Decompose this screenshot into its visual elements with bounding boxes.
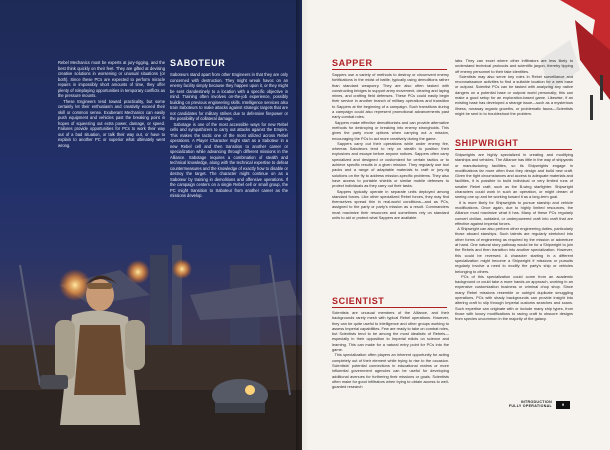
- left-page: [0, 0, 302, 450]
- scientist-paragraph-3: labs. They can excel where other infiltrators are less likely to understand technical protocols and scientific jargon, thereby tipping off enemy personnel to their fake identities.: [455, 58, 573, 74]
- shipwright-text: [455, 152, 573, 322]
- right-page: [302, 0, 610, 450]
- sapper-paragraph-2: Sappers make effective demolitionists and can provide alternative methods for destroying or breaking into enemy strongholds. This gives the party more options when carrying out a mission, encouraging the PCs to act more creatively during the game.: [332, 119, 449, 141]
- scientist-paragraph-4: Scientists may also serve key roles in Rebel surveillance and reconnaissance activities to find a suitable location for a new base or outpost. Scientist PCs can be tasked with analyzing any native dangers on a potential base or outpost world personally; this can make a good setup for an exploration-based game. Likewise, if an existing base has developed a strange issue—such as a mysterious illness, runaway organic growths, or problematic fauna—Scientists might be sent in to troubleshoot the problem.: [455, 73, 573, 116]
- saboteur-text: [170, 72, 288, 199]
- sapper-heading: SAPPER: [332, 58, 373, 68]
- scientist-paragraph-1: Scientists are unusual members of the Alliance, and their backgrounds rarely mesh with typical Rebel operations. However, they can be quite useful to intelligence and other groups working to assess Imperial capabilities. Few are ready to take on combat roles, but Scientists tend to be among the most idealistic of Rebels—especially in their opposition to Imperial edicts on science and learning. This can make for a natural entry point for PCs into the game.: [332, 310, 449, 353]
- shipwright-paragraph-4: PCs of this specialization could come from an academic background or could take a more hands-on approach, working in an expensive customization business or criminal chop shop. Since many Rebel missions resemble or outright duplicate smuggling operations, PCs with shady backgrounds can provide insight into altering craft to slip through Imperial customs searches and scans. Such expertise can originate with or include many ship types, from those with luxury modifications to racing craft to obscure designs from species uncommon in the majority of the galaxy.: [455, 273, 573, 322]
- sapper-paragraph-1: Sappers use a variety of methods to destroy or circumvent enemy fortifications in the midst of battle, typically using demolitions rather than standard weaponry. They are also often tasked with constructing bridges to support army movement, clearing and laying mines, and crafting field defenses. These PCs could easily begin their service in another branch of military operations and transition to Sappers at the beginning of a campaign. Such transitions during a campaign could also represent promotional advancements past early combat roles.: [332, 72, 449, 120]
- scientist-text-continued: [455, 58, 573, 116]
- footer-chapter: INTRODUCTION: [520, 400, 552, 404]
- scientist-paragraph-2: This specialization often players an inherent opportunity for acting completely out of their element while trying to rise to the occasion. Scientists' potential connections in educational realms or more influential government agencies can be useful for developing additional avenues for furthering their missions or goals. Scientists often make for good infiltrators when trying to obtain access to well-guarded research: [332, 352, 449, 390]
- saboteur-illustration: [0, 225, 302, 450]
- shipwright-paragraph-1: Shipwrights are highly specialized in creating and modifying starships and vehicles. The Alliance has little in the way of shipyards or manufacturing facilities, so its Shipwrights engage in modifications far more often than they design and build new craft. Given the tight circumstances and access to adequate materials and facilities, it is possible to build individual or very limited runs of smaller Rebel craft, such as the B-wing starfighter. Shipwright characters could work in such an operation, or might dream of seeing one up and be working toward it as a long-term goal.: [455, 152, 573, 200]
- scientist-text: [332, 310, 449, 389]
- intro-paragraph-2: These Engineers tend toward practicality, but some certainly let their enthusiasm and creativity exceed their skill or common sense. Exuberant Mechanics can easily push equipment and vehicles past the breaking point in hopes of squeezing out extra power, damage, or speed. Failures provide opportunities for PCs to work their way out of a bad situation, or talk their way out, or have to explain to another PC or superior what ultimately went wrong.: [58, 98, 165, 148]
- heading-rule: [332, 69, 447, 70]
- intro-text-col1: [58, 60, 165, 148]
- saboteur-paragraph-1: Saboteurs stand apart from other Engineers in that they are only concerned with destruction. They might wreak havoc on an enemy facility simply because they happen upon it, or they might be sent clandestinely to a location with a specific objective in mind. Training often involves on-the-job experience, possibly building on previous engineering skills. Intelligence services also train Saboteurs to make attacks against strategic targets that are not candidates for military strikes due to defensive firepower or the possibility of collateral damage.: [170, 72, 288, 121]
- sapper-text: [332, 72, 449, 220]
- intro-paragraph-1: Rebel Mechanics must be experts at jury-rigging, and the best think quickly on their feet. They are gifted at devising creative solutions in worsening or unusual situations (or both). Since these PCs are expected to perform miracle repairs in impossibly short amounts of time, they offer plenty of roleplaying opportunities in temporary conflicts as the pressure mounts.: [58, 60, 165, 98]
- footer-book-title: FULLY OPERATIONAL: [508, 404, 552, 409]
- heading-rule: [332, 307, 447, 308]
- detonator-device: [40, 375, 68, 389]
- explosion-glow: [172, 259, 192, 279]
- saboteur-paragraph-2: Sabotage is one of the most accessible ways for new Rebel cells and sympathizers to carry out attacks against the Empire. This makes the tactic one of the most utilized across Rebel operations. A Player Character might start as a Saboteur in a new Rebel cell and then transition to another career or specialization while advancing through different missions in the Alliance. Sabotage requires a combination of stealth and technical knowledge, along with the technical expertise to defeat countermeasures and the knowledge of exactly how to disable or destroy the target. The character might continue on as a Saboteur by training in demolitions and offensive operations. If the campaign centers on a single Rebel cell or small group, the PC might transition to Saboteur from another career as the missions develop.: [170, 121, 288, 198]
- page-number: 9: [561, 402, 565, 407]
- page-footer: [482, 400, 552, 409]
- shipwright-heading: SHIPWRIGHT: [455, 138, 519, 148]
- shipwright-paragraph-3: A Shipwright can also perform other engineering duties, particularly those aboard starships. Such talents are regularly stretched into other forms of engineering as required by the mission or adventure at hand. One natural story pathway would be for a Shipwright to join the Rebels and then transition into another specialization. However, this could be reversed. A character starting in a different specialization might become a Shipwright if missions or pursuits regularly involve a need to modify the party's ship or vehicles belonging to others.: [455, 226, 573, 274]
- sapper-paragraph-3: Sappers carry out their operations while under enemy fire, whereas Saboteurs tend to rely on stealth to position their explosives and escape before anyone notices. Sappers often carry specialized and designed or customized for certain tactics or to achieve specific results in a given mission. They regularly use tool packs and a range of adaptable materials to craft or jury-rig solutions on the fly to address mission-specific problems. They also have access to portable shields or similar mobile defenses to protect individuals as they carry out their tasks.: [332, 140, 449, 189]
- heading-rule: [455, 149, 572, 150]
- explosion-glow: [126, 260, 150, 284]
- page-number-tab: [556, 401, 570, 409]
- book-gutter-shadow: [296, 0, 310, 450]
- scientist-heading: SCIENTIST: [332, 296, 385, 306]
- shipwright-paragraph-2: It is more likely for Shipwrights to pursue starship and vehicle modifications. Once again, due to highly limited resources, the Alliance must maximize what it has. Many of these PCs regularly convert civilian, outdated, or underpowered craft into craft that are effective against Imperial forces.: [455, 199, 573, 226]
- saboteur-heading: SABOTEUR: [170, 58, 226, 68]
- sapper-paragraph-4: Sappers typically operate in separate units deployed among standard forces. Like other specialized Rebel forces, they may find themselves spread thin in real-world conditions—and as PCs, assigned to the party or party's mission as a result. Commanders must maximize their resources and sometimes rely on standard units to aid or protect what Sappers are available.: [332, 188, 449, 221]
